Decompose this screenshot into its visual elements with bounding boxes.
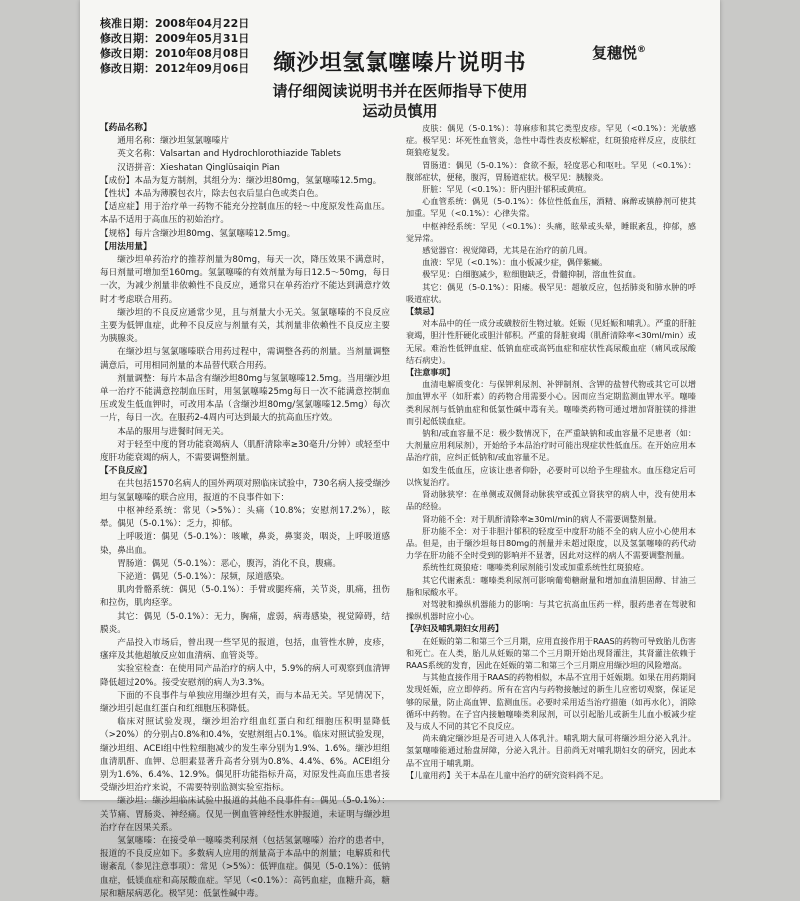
paragraph: 心血管系统：偶见（5-0.1%）：体位性低血压，酒精、麻醉或镇静剂可使其加重。罕见（<0.1%）：心律失常。 — [406, 196, 696, 219]
paragraph: 对于轻至中度的肾功能衰竭病人（肌酐清除率≥30毫升/分钟）或轻至中度肝功能衰竭的病人，不需要调整剂量。 — [100, 439, 390, 464]
paragraph: 剂量调整：每片本品含有缬沙坦80mg与氢氯噻嗪12.5mg。当用缬沙坦单一治疗不能满意控制血压时，用氢氯噻嗪25mg每日一次不能满意控制血压或发生低血钾时，可改用本品（含缬沙坦80mg/氢氯噻嗪12.5mg）每次一片，每日一次。在服药2-4周内可达到最大的抗高血压疗效。 — [100, 373, 390, 424]
paragraph: 在共包括1570名病人的国外两项对照临床试验中，730名病人接受缬沙坦与氢氯噻嗪的联合应用，报道的不良事件如下： — [100, 479, 390, 503]
section-heading: 【注意事项】 — [406, 367, 455, 378]
left-text-column — [100, 122, 390, 899]
paragraph: 与其他直接作用于RAAS的药物相似，本品不宜用于妊娠期。如果在用药期间发现妊娠，应立即停药。所有在宫内与药物接触过的新生儿应密切观察，保证足够的尿量，防止高血钾、监测血压。必要时采用适当治疗措施（如再水化），消除循环中药物。在子宫内接触噻嗪类利尿剂，可以引起胎儿或新生儿血小板减少症及与成人不同的其它不良反应。 — [406, 672, 696, 731]
document-title: 缬沙坦氢氯噻嗪片说明书 — [273, 51, 527, 76]
paragraph: 如发生低血压，应该让患者仰卧，必要时可以给予生理盐水。血压稳定后可以恢复治疗。 — [406, 464, 696, 487]
section-heading: 【不良反应】 — [100, 466, 152, 477]
paragraph: 【成份】本品为复方制剂，其组分为：缬沙坦80mg，氢氯噻嗪12.5mg。 — [100, 175, 382, 186]
paragraph: 在缬沙坦与氢氯噻嗪联合用药过程中，需调整各药的剂量。当剂量调整满意后，可用相同剂量的本品替代联合用药。 — [100, 347, 390, 371]
section-heading: 【药品名称】 — [100, 123, 152, 133]
paragraph: 氢氯噻嗪：在接受单一噻嗪类利尿剂（包括氢氯噻嗪）治疗的患者中，报道的不良反应如下。多数病人应用的剂量高于本品中的剂量；电解质和代谢紊乱（参见注意事项）：常见（>5%）：低钾血症。偶见（5-0.1%）：低钠血症，低镁血症和高尿酸血症。罕见（<0.1%）：高钙血症，血糖升高，糖尿和糖尿病恶化。极罕见：低氯性碱中毒。 — [100, 835, 390, 899]
athlete-warning: 运动员慎用 — [362, 102, 438, 120]
paragraph: 血液：罕见（<0.1%）：血小板减少症，偶伴紫癜。 — [422, 257, 608, 268]
paragraph: 肌肉骨骼系统：偶见（5-0.1%）：手臂或腿疼痛，关节炎，肌痛，扭伤和拉伤，肌肉痉挛。 — [100, 585, 390, 609]
paragraph: 血清电解质变化：与保钾利尿剂、补钾制剂、含钾的盐替代物或其它可以增加血钾水平（如肝素）的药物合用需要小心。因而应当定期监测血钾水平。噻嗪类利尿剂与低钠血症和低氯性碱中毒有关。噻嗪类药物可通过增加肾脏镁的排泄而引起低镁血症。 — [406, 379, 696, 426]
revision-date: 修改日期：2010年08月08日 — [100, 47, 250, 60]
paragraph: 【适应症】用于治疗单一药物不能充分控制血压的轻～中度原发性高血压。本品不适用于高血压的初始治疗。 — [100, 202, 390, 226]
paragraph: 其它：偶见（5-0.1%）：无力，胸痛，虚弱，病毒感染，视觉障碍，结膜炎。 — [100, 611, 390, 635]
paragraph: 感觉器官：视觉障碍，尤其是在治疗的前几周。 — [422, 245, 593, 256]
revision-date: 修改日期：2009年05月31日 — [100, 32, 250, 45]
paragraph: 钠和/或血容量不足：极少数情况下，在严重缺钠和或血容量不足患者（如：大剂量应用利尿剂），开始给予本品治疗时可能出现症状性低血压。在开始应用本品治疗前，应纠正低钠和/或血容量不足。 — [406, 428, 696, 463]
instruction-notice: 请仔细阅读说明书并在医师指导下使用 — [272, 82, 528, 100]
paragraph: 【规格】每片含缬沙坦80mg、氢氯噻嗪12.5mg。 — [100, 228, 296, 239]
paragraph: 临床对照试验发现，缬沙坦治疗组血红蛋白和红细胞压积明显降低（>20%）的分别占0.8%和0.4%，安慰剂组占0.1%。临床对照试验发现，缬沙坦组、ACEI组中性粒细胞减少的发生率分别为1.9%、1.6%。缬沙坦组血清肌酐、血钾、总胆素显著升高者分别为0.8%、4.4%、6%。ACEI组分别为1.6%、6.4%、12.9%。偶见肝功能指标升高，对原发性高血压患者接受缬沙坦治疗来说，不需要特别监测实验室指标。 — [100, 717, 390, 794]
paragraph: 在妊娠的第二和第三个三月期，应用直接作用于RAAS的药物可导致胎儿伤害和死亡。在人类，胎儿从妊娠的第二个三月期开始出现肾灌注，其肾灌注依赖于RAAS系统的发育，因此在妊娠的第二和第三个三月期应用缬沙坦的风险增高。 — [406, 635, 696, 670]
paragraph: 其它代谢紊乱：噻嗪类利尿剂可影响葡萄糖耐量和增加血清胆固醇、甘油三脂和尿酸水平。 — [406, 574, 696, 597]
paragraph: 通用名称：缬沙坦氢氯噻嗪片 — [117, 136, 229, 147]
paragraph: 实验室检查：在使用同产品治疗的病人中，5.9%的病人可观察到血清钾降低超过20%。接受安慰剂的病人为3.3%。 — [100, 664, 390, 688]
paragraph: 肾功能不全：对于肌酐清除率≥30ml/min的病人不需要调整剂量。 — [422, 513, 662, 524]
paragraph: 缬沙坦的不良反应通常少见，且与剂量大小无关。氢氯噻嗪的不良反应主要为低钾血症，此种不良反应与剂量有关，其剂量非依赖性不良反应主要为胰腺炎。 — [100, 307, 390, 345]
paragraph: 英文名称：Valsartan and Hydrochlorothiazide Tablets — [117, 149, 341, 160]
paragraph: 中枢神经系统：罕见（<0.1%）：头痛，眩晕或头晕，睡眠紊乱，抑郁，感觉异常。 — [406, 220, 696, 243]
paragraph: 胃肠道：偶见（5-0.1%）：恶心，腹泻，消化不良，腹痛。 — [117, 558, 341, 569]
paragraph: 尚未确定缬沙坦是否可进入人体乳汁。哺乳期大鼠可将缬沙坦分泌入乳汁。氢氯噻嗪能通过胎盘屏障，分泌入乳汁。目前尚无对哺乳期妇女的研究，因此本品不宜用于哺乳期。 — [406, 733, 696, 768]
paragraph: 汉语拼音：Xieshatan Qinglüsaiqin Pian — [117, 162, 280, 173]
revision-date: 修改日期：2012年09月06日 — [100, 62, 250, 75]
right-text-column — [406, 122, 696, 792]
section-heading: 【孕妇及哺乳期妇女用药】 — [406, 623, 504, 634]
paragraph: 缬沙坦：缬沙坦临床试验中报道的其他不良事件有：偶见（5-0.1%）：关节痛、胃肠炎、神经痛。仅见一例血管神经性水肿报道，未证明与缬沙坦治疗存在因果关系。 — [100, 796, 390, 833]
paragraph: 其它：偶见（5-0.1%）：阳痿。极罕见：超敏反应，包括肺炎和肺水肿的呼吸道症状。 — [406, 281, 696, 304]
paragraph: 【儿童用药】关于本品在儿童中治疗的研究资料尚不足。 — [406, 769, 609, 780]
paragraph: 肝脏：罕见（<0.1%）：肝内胆汁郁积或黄疸。 — [422, 184, 592, 195]
paragraph: 胃肠道：偶见（5-0.1%）：食欲不振，轻度恶心和呕吐。罕见（<0.1%）：腹部症状，便秘，腹泻，胃肠道症状。极罕见：胰腺炎。 — [406, 159, 696, 182]
paragraph: 下泌道：偶见（5-0.1%）：尿频，尿道感染。 — [117, 571, 290, 582]
paragraph: 肝功能不全：对于非胆汁郁积的轻度至中度肝功能不全的病人应小心使用本品。但是，由于缬沙坦每日80mg的剂量并未超过限度，以及氢氯噻嗪的药代动力学在肝功能不全时受到的影响并不显著，因此对这样的病人不需要调整剂量。 — [406, 525, 696, 561]
leaflet-sheet — [80, 0, 720, 899]
section-heading: 【用法用量】 — [100, 241, 152, 252]
brand-text: 复穗悦 — [592, 44, 638, 62]
paragraph: 极罕见：白细胞减少，粒细胞缺乏，骨髓抑制，溶血性贫血。 — [422, 269, 641, 280]
section-heading: 【禁忌】 — [406, 306, 439, 317]
paragraph: 下面的不良事件与单独应用缬沙坦有关，而与本品无关。罕见情况下，缬沙坦引起血红蛋白和红细胞压积降低。 — [100, 690, 390, 714]
approval-date: 核准日期：2008年04月22日 — [100, 17, 250, 30]
paragraph: 系统性红斑狼疮：噻嗪类利尿剂能引发或加重系统性红斑狼疮。 — [422, 562, 649, 573]
paragraph: 皮肤：偶见（5-0.1%）：荨麻疹和其它类型皮疹。罕见（<0.1%）：光敏感症。极罕见：坏死性血管炎，急性中毒性表皮松解症，红斑狼疮样反应，皮肤红斑狼疮复发。 — [406, 123, 696, 158]
paragraph: 产品投入市场后，曾出现一些罕见的报道，包括，血管性水肿，皮疹，瘙痒及其他超敏反应如血清病、血管炎等。 — [100, 637, 390, 662]
paragraph: 中枢神经系统：常见（>5%）：头痛（10.8%；安慰剂17.2%），眩晕。偶见（5-0.1%）：乏力，抑郁。 — [100, 505, 390, 530]
paragraph: 【性状】本品为薄膜包衣片，除去包衣后显白色或类白色。 — [100, 189, 324, 200]
paragraph: 缬沙坦单药治疗的推荐剂量为80mg，每天一次，降压效果不满意时，每日剂量可增加至160mg。氢氯噻嗪的有效剂量为每日12.5～50mg，每日一次，为减少剂量非依赖性不良反应，通常只在单药治疗不能达到满意疗效时才考虑联合用药。 — [100, 255, 390, 305]
registered-mark: ® — [637, 45, 647, 55]
paragraph: 对驾驶和操纵机器能力的影响：与其它抗高血压药一样，服药患者在驾驶和操纵机器时应小心。 — [406, 598, 696, 622]
paragraph: 肾动脉狭窄：在单侧或双侧肾动脉狭窄或孤立肾狭窄的病人中，没有使用本品的经验。 — [406, 489, 696, 512]
paragraph: 上呼吸道：偶见（5-0.1%）：咳嗽，鼻炎，鼻窦炎，咽炎，上呼吸道感染，鼻出血。 — [100, 532, 390, 556]
paragraph: 本品的服用与进餐时间无关。 — [117, 426, 229, 437]
paragraph: 对本品中的任一成分或磺胺衍生物过敏。妊娠（见妊娠和哺乳）。严重的肝脏衰竭，胆汁性肝硬化或胆汁郁积。严重的肾脏衰竭（肌酐清除率<30ml/min）或无尿。难治性低钾血症、低钠血症或高钙血症和症状性高尿酸血症（痛风或尿酸结石病史）。 — [406, 318, 696, 365]
